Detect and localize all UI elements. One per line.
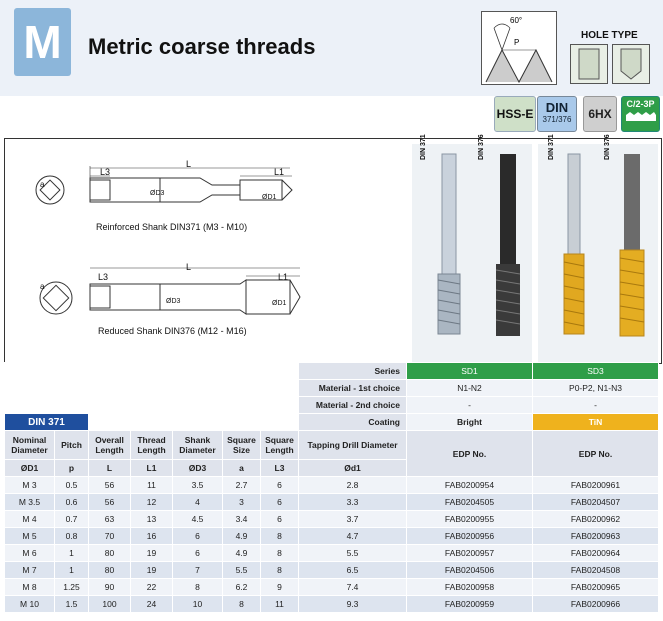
table-cell: 63 [89,511,131,528]
table-cell: FAB0200954 [407,477,533,494]
table-cell: FAB0204506 [407,562,533,579]
sym-drill: Ød1 [299,460,407,477]
sym-d1: ØD1 [5,460,55,477]
table-cell: 100 [89,596,131,613]
reduced-D1: ØD1 [272,300,287,307]
table-cell: FAB0200962 [533,511,659,528]
table-cell: 19 [131,562,173,579]
table-cell: 11 [131,477,173,494]
table-cell: 4.9 [223,528,261,545]
table-cell: FAB0200965 [533,579,659,596]
table-row [5,579,659,596]
sym-d3: ØD3 [173,460,223,477]
col-thread: Thread Length [131,431,173,460]
hole-type-label: HOLE TYPE [581,30,638,41]
table-cell: M 8 [5,579,55,596]
col-edp-sd1: EDP No. [407,431,533,477]
table-cell: 6.5 [299,562,407,579]
coating-sd1: Bright [407,414,533,431]
col-drill: Tapping Drill Diameter [299,431,407,460]
reduced-L1: L1 [278,272,289,282]
table-cell: 3.3 [299,494,407,511]
reduced-a: a [40,282,45,291]
table-cell: FAB0200955 [407,511,533,528]
table-cell: 56 [89,477,131,494]
coating-label: Coating [299,414,407,431]
photo-label-2: DIN 376 [478,134,485,160]
din-badge [537,96,577,132]
reinforced-L1: L1 [274,167,285,177]
table-cell: 2.7 [223,477,261,494]
table-cell: 1.5 [55,596,89,613]
table-cell: 4 [173,494,223,511]
table-cell: 8 [223,596,261,613]
series-sd1: SD1 [407,363,533,380]
table-cell: 6 [173,545,223,562]
sym-l3: L3 [261,460,299,477]
thread-pitch-label: P [514,38,520,47]
table-cell: 2.8 [299,477,407,494]
col-pitch: Pitch [55,431,89,460]
series-label: Series [299,363,407,380]
table-cell: FAB0200958 [407,579,533,596]
table-cell: 24 [131,596,173,613]
sd1-tap-photo [412,144,532,362]
table-cell: FAB0204508 [533,562,659,579]
photo-label-4: DIN 376 [604,134,611,160]
col-nominal: Nominal Diameter [5,431,55,460]
table-cell: 3.5 [173,477,223,494]
table-cell: 80 [89,545,131,562]
table-cell: 0.5 [55,477,89,494]
series-row [5,363,659,380]
table-cell: 7.4 [299,579,407,596]
table-cell: 6.2 [223,579,261,596]
table-cell: 6 [173,528,223,545]
table-cell: M 3.5 [5,494,55,511]
material1-sd1: N1-N2 [407,380,533,397]
table-cell: 5.5 [223,562,261,579]
spec-table [4,362,659,613]
material2-sd1: - [407,397,533,414]
table-cell: FAB0200956 [407,528,533,545]
sym-l: L [89,460,131,477]
chamfer-badge-label: C/2-3P [626,99,655,109]
table-cell: 1 [55,562,89,579]
table-cell: 7 [173,562,223,579]
reduced-L3: L3 [98,272,109,282]
table-cell: 8 [173,579,223,596]
table-cell: 6 [261,477,299,494]
table-cell: 16 [131,528,173,545]
table-cell: 0.7 [55,511,89,528]
thread-angle-label: 60° [510,16,523,25]
reduced-caption: Reduced Shank DIN376 (M12 - M16) [98,326,247,336]
table-cell: 1.25 [55,579,89,596]
table-row [5,545,659,562]
sym-a: a [223,460,261,477]
material1-row [5,380,659,397]
table-cell: M 7 [5,562,55,579]
reduced-L: L [186,262,192,272]
table-cell: 5.5 [299,545,407,562]
table-cell: M 5 [5,528,55,545]
table-row [5,528,659,545]
table-cell: FAB0200957 [407,545,533,562]
table-cell: 90 [89,579,131,596]
table-cell: 9 [261,579,299,596]
table-cell: 80 [89,562,131,579]
table-cell: 8 [261,528,299,545]
material2-row [5,397,659,414]
col-overall: Overall Length [89,431,131,460]
sym-l1: L1 [131,460,173,477]
series-sd3: SD3 [533,363,659,380]
table-cell: 6 [261,494,299,511]
table-cell: 8 [261,545,299,562]
reinforced-D1: ØD1 [262,194,277,201]
through-hole-icon [570,44,608,84]
table-cell: FAB0200961 [533,477,659,494]
chamfer-badge [621,96,660,132]
table-row [5,596,659,613]
reinforced-L3: L3 [100,167,111,177]
reinforced-a: a [40,180,45,189]
table-cell: FAB0200959 [407,596,533,613]
table-row [5,511,659,528]
blind-hole-icon [612,44,650,84]
table-row [5,494,659,511]
table-cell: 4.5 [173,511,223,528]
table-cell: M 4 [5,511,55,528]
table-cell: 0.6 [55,494,89,511]
table-cell: 9.3 [299,596,407,613]
table-cell: 3.7 [299,511,407,528]
page-title: Metric coarse threads [88,34,316,59]
table-cell: 4.9 [223,545,261,562]
coating-row [5,414,659,431]
sym-p: p [55,460,89,477]
reduced-D3: ØD3 [166,298,181,305]
table-cell: M 3 [5,477,55,494]
table-cell: M 6 [5,545,55,562]
coating-sd3: TiN [533,414,659,431]
table-cell: FAB0200964 [533,545,659,562]
reinforced-caption: Reinforced Shank DIN371 (M3 - M10) [96,222,248,232]
din-badge-sub: 371/376 [542,115,572,124]
table-cell: 1 [55,545,89,562]
table-cell: 8 [261,562,299,579]
table-cell: FAB0200963 [533,528,659,545]
table-cell: FAB0200966 [533,596,659,613]
table-cell: 19 [131,545,173,562]
section-letter: M [14,8,71,76]
sd3-tap-photo [538,144,658,362]
col-square-length: Square Length [261,431,299,460]
reinforced-D3: ØD3 [150,190,165,197]
table-cell: 70 [89,528,131,545]
reinforced-L: L [186,159,192,169]
col-shank: Shank Diameter [173,431,223,460]
material1-sd3: P0-P2, N1-N3 [533,380,659,397]
table-cell: 0.8 [55,528,89,545]
material2-label: Material - 2nd choice [299,397,407,414]
table-cell: 6 [261,511,299,528]
din371-group-label: DIN 371 [5,414,89,431]
hss-badge: HSS-E [494,96,536,132]
photo-label-3: DIN 371 [548,134,555,160]
tolerance-badge: 6HX [583,96,617,132]
table-cell: 22 [131,579,173,596]
col-edp-sd3: EDP No. [533,431,659,477]
table-cell: 4.7 [299,528,407,545]
material2-sd3: - [533,397,659,414]
table-row [5,562,659,579]
reduced-shank-drawing [30,262,320,332]
table-cell: 13 [131,511,173,528]
table-cell: 3 [223,494,261,511]
header-row [5,431,659,460]
table-cell: 10 [173,596,223,613]
table-cell: FAB0204507 [533,494,659,511]
table-cell: 3.4 [223,511,261,528]
din-badge-title: DIN [545,100,569,115]
table-cell: 56 [89,494,131,511]
material1-label: Material - 1st choice [299,380,407,397]
table-cell: FAB0204505 [407,494,533,511]
col-square-size: Square Size [223,431,261,460]
photo-label-1: DIN 371 [420,134,427,160]
table-cell: M 10 [5,596,55,613]
table-cell: 11 [261,596,299,613]
table-row [5,477,659,494]
table-cell: 12 [131,494,173,511]
